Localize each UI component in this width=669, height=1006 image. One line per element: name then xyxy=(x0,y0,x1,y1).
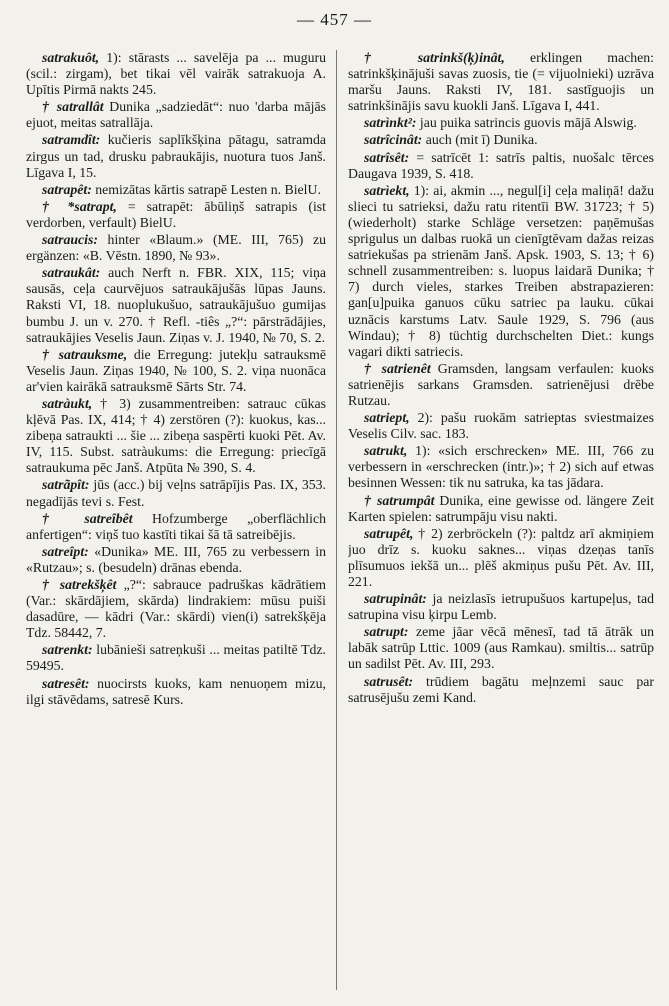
entry-headword: satrenkt: xyxy=(42,642,93,658)
left-column xyxy=(26,50,326,1000)
entry-headword: satrãpît: xyxy=(42,477,90,493)
entry-headword: satresêt: xyxy=(42,675,90,691)
entry-headword: † satrienêt xyxy=(364,360,431,376)
dictionary-entry xyxy=(26,232,326,264)
entry-headword: † satrumpât xyxy=(364,492,435,508)
entry-text: = satrīcēt 1: satrīs paltis, nuošalc tērces Daugava 1939, S. 418. xyxy=(348,149,654,181)
entry-text: 1): stārasts ... savelēja pa ... muguru (scil.: zirgam), bet tikai vēl vairāk satrakuoja A. Upītis Pirmā nakts 245. xyxy=(26,50,326,98)
entry-headword: † *satrapt, xyxy=(42,198,117,214)
dictionary-entry xyxy=(26,577,326,641)
entry-headword: satriept, xyxy=(364,410,410,426)
dictionary-entry xyxy=(26,396,326,476)
dictionary-entry xyxy=(26,511,326,543)
dictionary-entry xyxy=(348,493,654,525)
entry-headword: satrapêt: xyxy=(42,181,92,197)
entry-text: die Erregung: jutekļu satrauksmē Veselis Jaun. Ziņas 1940, № 100, S. 2. viņa nuonāca ar'vien kairākā satrauksmē Sārts Str. 74. xyxy=(26,346,326,394)
entry-text: nuocirsts kuoks, kam nenuoņem mizu, ilgi stāvēdams, satresē Kurs. xyxy=(26,675,326,707)
dictionary-entry xyxy=(348,674,654,706)
dictionary-entry xyxy=(348,183,654,360)
entry-headword: satrusêt: xyxy=(364,673,414,689)
entry-headword: satraucis: xyxy=(42,232,98,248)
entry-text: 1): ai, akmin ..., negul[i] ceļa maliņā! dažu slieci tu satrieksi, dažu ratu ritentīi BW. 31723; † 5) (wiederholt) starke Schläge versetzen: paņēmušas sprigulus un dalbas ruokā un cienīgtēvam dažas reizas satriekušas pa strienām Janš. Apsk. 1903, S. 13; † 6) schnell zusammentreiben: s. luopus laidarā Dunika; † 7) durch vieles, starkes Treiben abstrapazieren: gan[u]puika ganuos cūku satriec pa lauku. cūkai uznācis karstums Latv. Saule 1929, S. 796 (aus Windau); † 8) tüchtig durchschelten Diet.: kungs vagari dikti satriecis. xyxy=(348,182,654,359)
dictionary-entry xyxy=(348,443,654,491)
entry-text: trūdiem bagātu meļnzemi sauc par satrusējušu zemi Kand. xyxy=(348,673,654,705)
dictionary-entry xyxy=(348,624,654,672)
entry-text: Gramsden, langsam verfaulen: kuoks satrienējis sarkans Gramsden. satrienējusi drēbe Rutzau. xyxy=(348,360,654,408)
entry-headword: satreîpt: xyxy=(42,543,89,559)
dictionary-entry xyxy=(348,526,654,590)
entry-headword: satrupinât: xyxy=(364,591,427,607)
entry-text: «Dunika» ME. III, 765 zu verbessern in «Rutzau»; s. (besudeln) drānas ebenda. xyxy=(26,543,326,575)
entry-text: † 3) zusammentreiben: satrauc cūkas kļēvā Pas. IX, 414; † 4) zerstören (?): kuokus, kas... zibeņa satraukti ... šie ... zibeņa saspērti kuoki Pēt. Av. IV, 115. Subst. satràukums: die Erregung: priecīgā satraukuma pēc Janš. Atpūta № 390, S. 4. xyxy=(26,395,326,476)
entry-headword: † satrauksme, xyxy=(42,346,128,362)
dictionary-entry xyxy=(26,199,326,231)
entry-text: nemizātas kārtis satrapē Lesten n. BielU. xyxy=(91,181,321,197)
dictionary-entry xyxy=(348,50,654,114)
dictionary-entry xyxy=(26,676,326,708)
entry-headword: † satrinkš(ķ)inât, xyxy=(364,50,505,65)
entry-text: = satrapēt: ābūliņš satrapis (ist verdorben, verfault) BielU. xyxy=(26,198,326,230)
entry-headword: satrupêt, xyxy=(364,525,414,541)
entry-text: 2): pašu ruokām satrieptas sviestmaizes Veselis Cilv. sac. 183. xyxy=(348,410,654,442)
entry-headword: † satrekšķêt xyxy=(42,577,117,592)
entry-text: Dunika, eine gewisse od. längere Zeit Karten spielen: satrumpāju visu nakti. xyxy=(348,492,654,524)
right-column xyxy=(348,50,654,1000)
entry-text: ja neizlasīs ietrupušuos kartupeļus, tad satrupina visu ķirpu Lemb. xyxy=(348,591,654,623)
dictionary-entry xyxy=(348,150,654,182)
dictionary-entry xyxy=(348,410,654,442)
dictionary-entry xyxy=(348,132,654,148)
page-number: — 457 — xyxy=(297,10,372,29)
dictionary-entry xyxy=(26,50,326,98)
entry-text: jūs (acc.) bij veļns satrāpījis Pas. IX, 353. negadījās tevi s. Fest. xyxy=(26,477,326,509)
entry-headword: satràukt, xyxy=(42,395,93,411)
entry-text: kučieris saplīkšķina pātagu, satramda zirgus un tad, drusku pabraukājis, nuotura tuos Janš. Līgava I, 15. xyxy=(26,132,326,180)
dictionary-entry xyxy=(348,361,654,409)
entry-headword: satrupt: xyxy=(364,624,409,640)
entry-text: erklingen machen: satrinkšķinājuši savas zuosis, tie (= vijuolnieki) uzrāva maršu Jauns. Raksti IV, 181. sastīguojis un satrinkšinājis savu kuokli Janš. Līgava I, 441. xyxy=(348,50,654,114)
entry-headword: † satreîbêt xyxy=(42,510,133,526)
dictionary-entry xyxy=(26,265,326,345)
entry-headword: satrîsêt: xyxy=(364,149,410,165)
entry-text: lubānieši satreņkuši ... meitas patiltē Tdz. 59495. xyxy=(26,642,326,674)
dictionary-entry xyxy=(26,99,326,131)
column-divider xyxy=(336,50,337,990)
entry-headword: satramdît: xyxy=(42,132,101,148)
entry-text: hinter «Blaum.» (ME. III, 765) zu ergänzen: «B. Vēstn. 1890, № 93». xyxy=(26,232,326,264)
entry-headword: satrîcinât: xyxy=(364,132,423,148)
entry-text: „?“: sabrauce padruškas kādrātiem (Var.: skārdājiem, skārda) lindrakiem: mūsu puiši dasadūre, — kādri (Var.: skārdi) vien(i) satrekšķēja Tdz. 58442, 7. xyxy=(26,577,326,641)
entry-headword: † satrallât xyxy=(42,99,104,115)
entry-text: auch Nerft n. FBR. XIX, 115; viņa sausās, ceļa caurvējuos satraukājušās lūpas Jauns. Raksti VI, 18. nuoplukušuo, satraukājušuo gumijas bumbu J. un v. 270. † Refl. -tiês „?“: pārstrādājies, satraukājies Veselis Jaun. Ziņas v. J. 1940, № 70, S. 2. xyxy=(26,265,326,345)
dictionary-entry xyxy=(26,132,326,180)
entry-text: Dunika „sadziedāt“: nuo 'darba mājās ejuot, meitas satrallāja. xyxy=(26,99,326,131)
dictionary-entry xyxy=(348,591,654,623)
entry-text: jau puika satrincis guovis mājā Alswig. xyxy=(416,115,637,131)
dictionary-entry xyxy=(26,642,326,674)
dictionary-entry xyxy=(26,544,326,576)
entry-text: 1): «sich erschrecken» ME. III, 766 zu verbessern in «erschrecken (intr.)»; † 2) sich auf etwas besinnen Wessen: tik nu satruka, ka tas jādara. xyxy=(348,443,654,491)
dictionary-entry xyxy=(26,347,326,395)
entry-headword: satrìnkt²: xyxy=(364,115,417,131)
dictionary-entry xyxy=(26,182,326,198)
dictionary-entry xyxy=(26,477,326,509)
entry-text: zeme jāar vēcā mēnesī, tad tā ātrāk un labāk satrūp Lttic. 1009 (aus Ramkau). smiltis... satrūp un sadilst Pēt. Av. III, 293. xyxy=(348,624,654,672)
entry-headword: satrakuôt, xyxy=(42,50,100,65)
dictionary-entry xyxy=(348,115,654,131)
entry-text: auch (mit ī) Dunika. xyxy=(422,132,538,148)
entry-headword: satrìekt, xyxy=(364,182,410,198)
entry-headword: satrukt, xyxy=(364,443,408,459)
entry-text: Hofzumberge „oberflächlich anfertigen“: viņš tuo kastīti tikai šā tā satreibējis. xyxy=(26,510,326,542)
entry-headword: satraukât: xyxy=(42,265,101,281)
entry-text: † 2) zerbröckeln (?): paltdz arī akmiņiem juo drīz s. kuoku saknes... viņas dzeņas tanīs plīsumuos iekšā un... plēš akmiņus pušu Pēt. Av. III, 221. xyxy=(348,525,654,589)
